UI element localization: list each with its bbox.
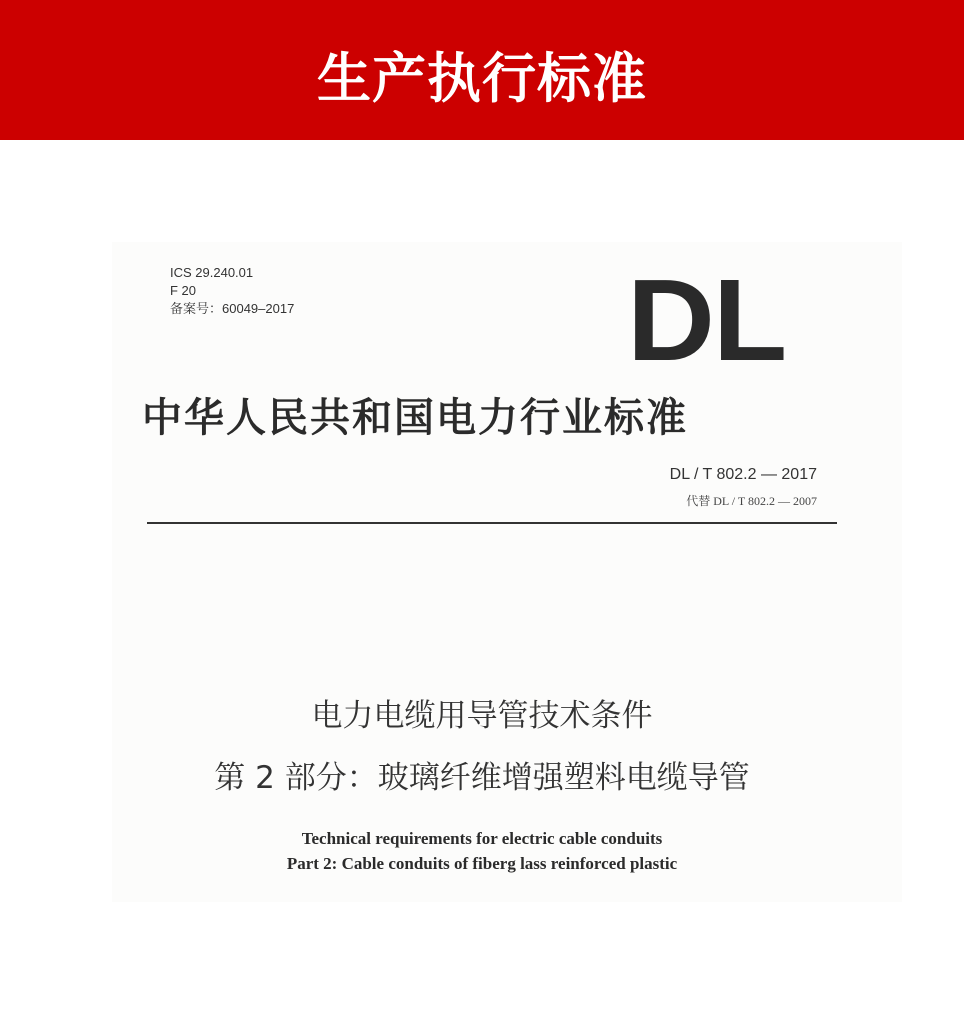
dl-logo: DL xyxy=(627,255,786,385)
classification-code: F 20 xyxy=(170,283,197,298)
ics-code: ICS 29.240.01 xyxy=(170,265,254,280)
standard-code: DL / T 802.2 — 2017 xyxy=(669,466,817,483)
filing-number: 备案号：60049–2017 xyxy=(170,301,295,316)
org-title: 中华人民共和国电力行业标准 xyxy=(142,394,688,441)
standard-metadata xyxy=(170,264,294,318)
title-en-line1: Technical requirements for electric cable conduits xyxy=(301,829,663,848)
title-cn-line2: 第 2 部分：玻璃纤维增强塑料电缆导管 xyxy=(214,760,750,796)
title-cn-line1: 电力电缆用导管技术条件 xyxy=(311,698,653,734)
divider-line xyxy=(147,522,837,524)
title-en-line2: Part 2: Cable conduits of fiberg lass reinforced plastic xyxy=(286,854,678,873)
header-banner xyxy=(0,0,964,140)
replaces-standard: 代替 DL / T 802.2 — 2007 xyxy=(686,494,817,508)
banner-title: 生产执行标准 xyxy=(317,46,647,110)
